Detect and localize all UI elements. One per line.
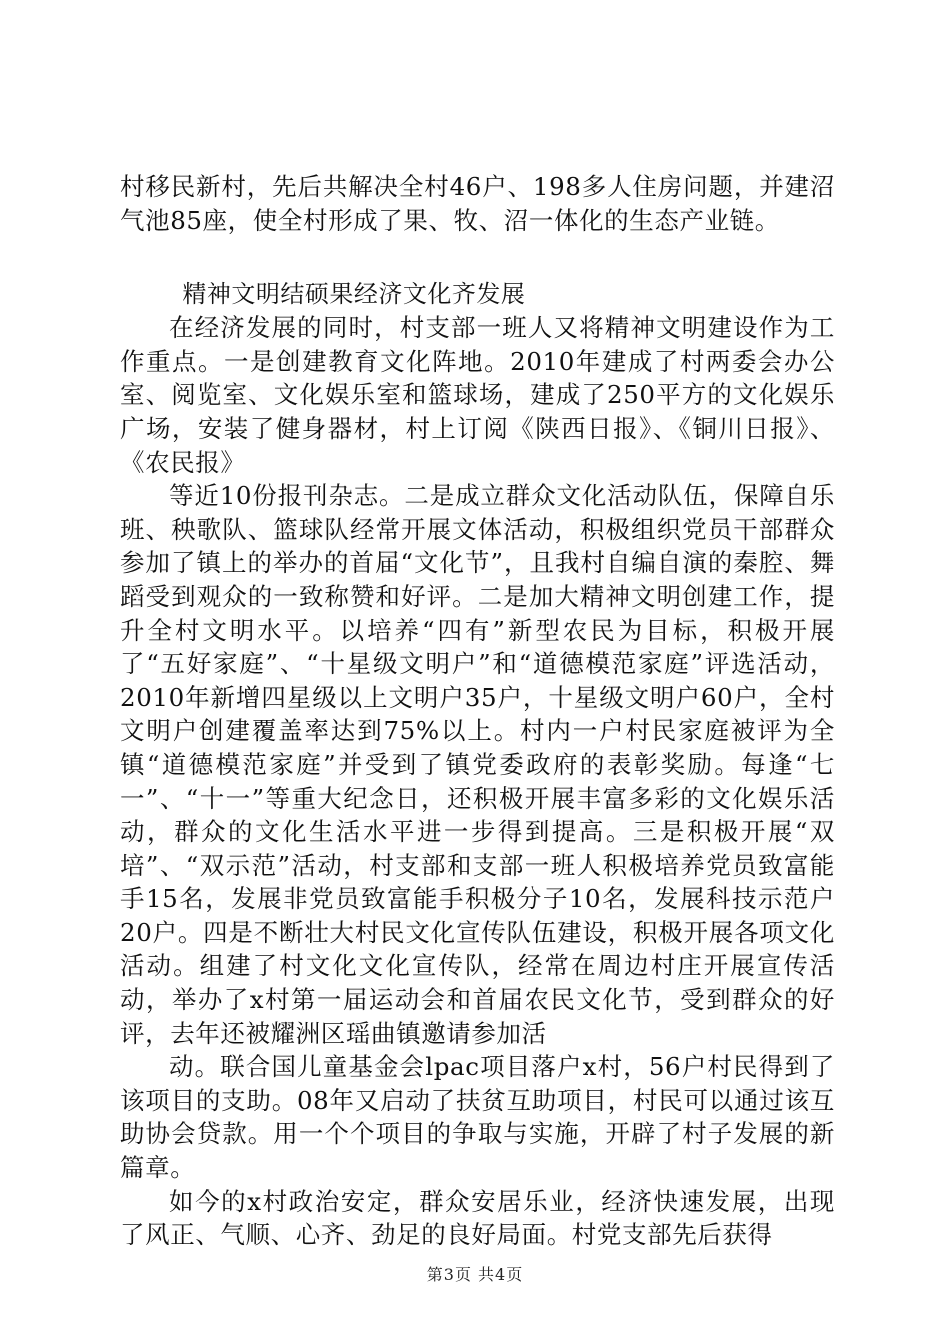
section-heading: 精神文明结硕果经济文化齐发展 (182, 280, 526, 309)
paragraph: 如今的x村政治安定，群众安居乐业，经济快速发展，出现了风正、气顺、心齐、劲足的良好局面。村党支部先后获得 (120, 1186, 835, 1250)
paragraph-gap (120, 237, 835, 277)
paragraph-continuation: 村移民新村，先后共解决全村46户、198多人住房问题，并建沼气池85座，使全村形成了果、牧、沼一体化的生态产业链。 (120, 172, 835, 235)
paragraph: 动。联合国儿童基金会lpac项目落户x村，56户村民得到了该项目的支助。08年又启动了扶贫互助项目，村民可以通过该互助协会贷款。用一个个项目的争取与实施，开辟了村子发展的新篇章。 (120, 1052, 835, 1183)
paragraph: 在经济发展的同时，村支部一班人又将精神文明建设作为工作重点。一是创建教育文化阵地。2010年建成了村两委会办公室、阅览室、文化娱乐室和篮球场，建成了250平方的文化娱乐广场，安装了健身器材，村上订阅《陕西日报》、《铜川日报》、《农民报》 (120, 313, 835, 477)
paragraph: 等近10份报刊杂志。二是成立群众文化活动队伍，保障自乐班、秧歌队、篮球队经常开展文体活动，积极组织党员干部群众参加了镇上的举办的首届“文化节”，且我村自编自演的秦腔、舞蹈受到观众的一致称赞和好评。二是加大精神文明创建工作，提升全村文明水平。以培养“四有”新型农民为目标，积极开展了“五好家庭”、“十星级文明户”和“道德模范家庭”评选活动，2010年新增四星级以上文明户35户，十星级文明户60户，全村文明户创建覆盖率达到75%以上。村内一户村民家庭被评为全镇“道德模范家庭”并受到了镇党委政府的表彰奖励。每逢“七一”、“十一”等重大纪念日，还积极开展丰富多彩的文化娱乐活动，群众的文化生活水平进一步得到提高。三是积极开展“双培”、“双示范”活动，村支部和支部一班人积极培养党员致富能手15名，发展非党员致富能手积极分子10名，发展科技示范户20户。四是不断壮大村民文化宣传队伍建设，积极开展各项文化活动。组建了村文化文化宣传队，经常在周边村庄开展宣传活动，举办了x村第一届运动会和首届农民文化节，受到群众的好评，去年还被耀洲区瑶曲镇邀请参加活 (120, 481, 835, 1048)
document-body (120, 170, 835, 1252)
page-number-footer: 第3页 共4页 (426, 1265, 524, 1284)
